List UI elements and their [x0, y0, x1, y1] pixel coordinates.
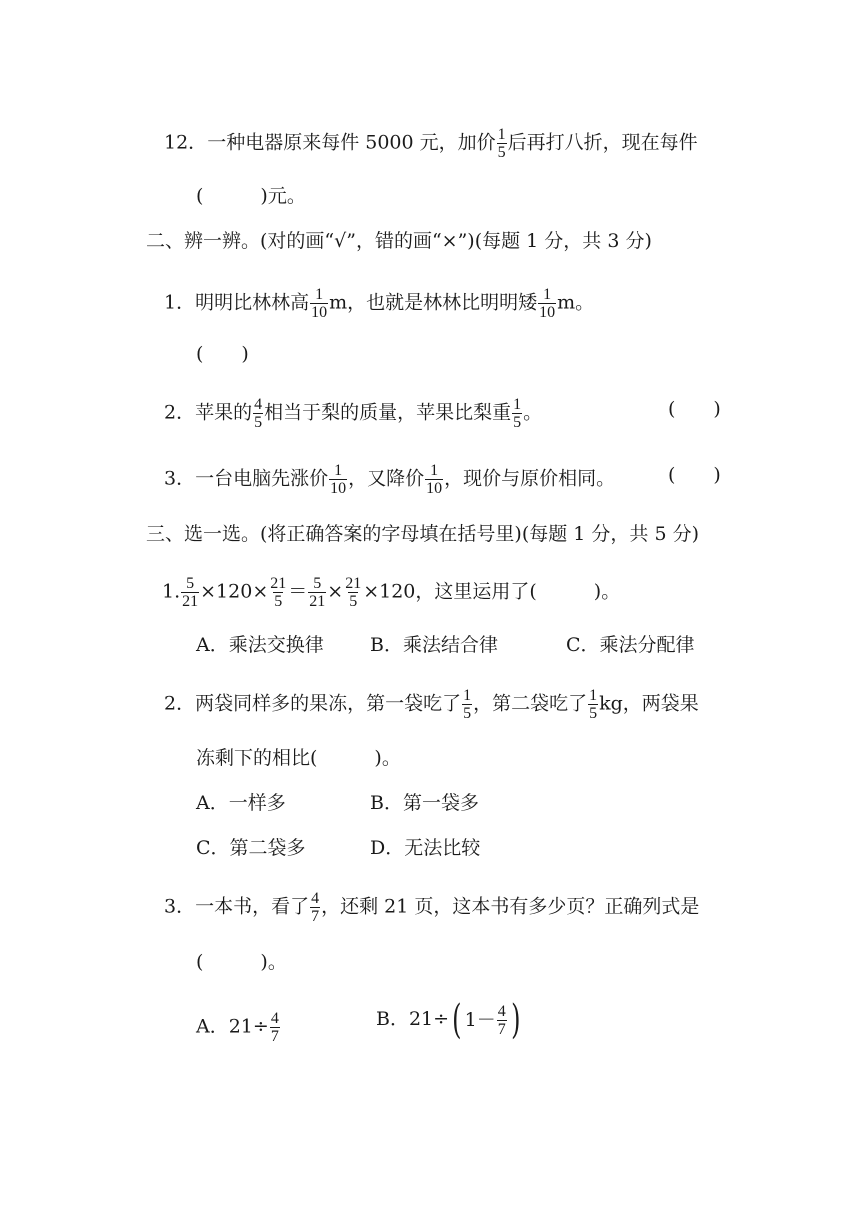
- option-a[interactable]: A．乘法交换律: [196, 634, 324, 656]
- question-12: [164, 126, 698, 161]
- judge-question-2: 2．苹果的 $\frac{4}{5}$ 相当于梨的质量，苹果比梨重 $\frac{1}{5}$ 。: [164, 396, 543, 431]
- fraction: $\frac{1}{10}$: [539, 286, 556, 321]
- fraction: $\frac{1}{10}$: [311, 286, 328, 321]
- choice-question-3: 3．一本书，看了 $\frac{4}{7}$ ，还剩 21 页，这本书有多少页？正确列式是: [164, 890, 700, 925]
- fraction: $\frac{4}{5}$: [254, 396, 263, 431]
- fraction: $\frac{1}{5}$: [463, 687, 472, 722]
- fraction: $\frac{5}{21}$: [309, 575, 326, 610]
- fraction: $\frac{21}{5}$: [270, 575, 287, 610]
- judge-blank[interactable]: ( ): [668, 464, 721, 486]
- judge-blank[interactable]: ( ): [668, 398, 721, 420]
- question-text: 一种电器原来每件 5000 元，加价: [207, 131, 496, 154]
- section-title: 三、选一选。(将正确答案的字母填在括号里)(每题 1 分，共 5 分): [146, 523, 699, 545]
- option-a[interactable]: A．一样多: [196, 792, 286, 814]
- question-number: 12．: [164, 131, 208, 154]
- option-d[interactable]: D．无法比较: [370, 837, 481, 859]
- option-b[interactable]: B．21÷ ( 1－ $\frac{4}{7}$ ): [376, 1000, 523, 1040]
- option-b[interactable]: B．乘法结合律: [370, 634, 498, 656]
- section-title: 二、辨一辨。(对的画“√”，错的画“×”)(每题 1 分，共 3 分): [146, 230, 652, 252]
- choice-question-1: 1. $\frac{5}{21}$ ×120× $\frac{21}{5}$ ＝ $\frac{5}{21}$ × $\frac{21}{5}$ ×120，这里运用了( )。: [162, 575, 621, 610]
- judge-blank[interactable]: ( ): [196, 343, 249, 365]
- fraction: $\frac{1}{10}$: [330, 462, 347, 497]
- fraction: $\frac{1}{10}$: [426, 462, 443, 497]
- parenthesized-expression: ( 1－ $\frac{4}{7}$ ): [452, 997, 521, 1043]
- option-b[interactable]: B．第一袋多: [370, 792, 479, 814]
- choice-question-2: 2．两袋同样多的果冻，第一袋吃了 $\frac{1}{5}$ ，第二袋吃了 $\frac{1}{5}$ kg，两袋果: [164, 687, 699, 722]
- answer-blank[interactable]: ( )元。: [196, 185, 306, 207]
- question-text: 后再打八折，现在每件: [507, 131, 698, 154]
- option-a[interactable]: A．21÷ $\frac{4}{7}$: [196, 1010, 279, 1045]
- fraction: $\frac{4}{7}$: [270, 1010, 279, 1045]
- judge-question-3: 3．一台电脑先涨价 $\frac{1}{10}$ ，又降价 $\frac{1}{10}$ ，现价与原价相同。: [164, 462, 616, 497]
- fraction: $\frac{4}{7}$: [497, 1002, 506, 1038]
- left-paren-icon: (: [452, 997, 462, 1043]
- fraction: $\frac{21}{5}$: [345, 575, 362, 610]
- fraction: $\frac{1}{5}$: [497, 126, 506, 161]
- fraction: $\frac{1}{5}$: [513, 396, 522, 431]
- judge-question-1: 1．明明比林林高 $\frac{1}{10}$ m，也就是林林比明明矮 $\frac{1}{10}$ m。: [164, 286, 595, 321]
- fraction: $\frac{4}{7}$: [311, 890, 320, 925]
- fraction: $\frac{1}{5}$: [589, 687, 598, 722]
- option-c[interactable]: C．第二袋多: [196, 837, 306, 859]
- fraction: $\frac{5}{21}$: [182, 575, 199, 610]
- answer-blank[interactable]: ( )。: [196, 951, 287, 973]
- question-text: 冻剩下的相比( )。: [196, 747, 401, 769]
- right-paren-icon: ): [510, 997, 521, 1043]
- option-c[interactable]: C．乘法分配律: [566, 634, 695, 656]
